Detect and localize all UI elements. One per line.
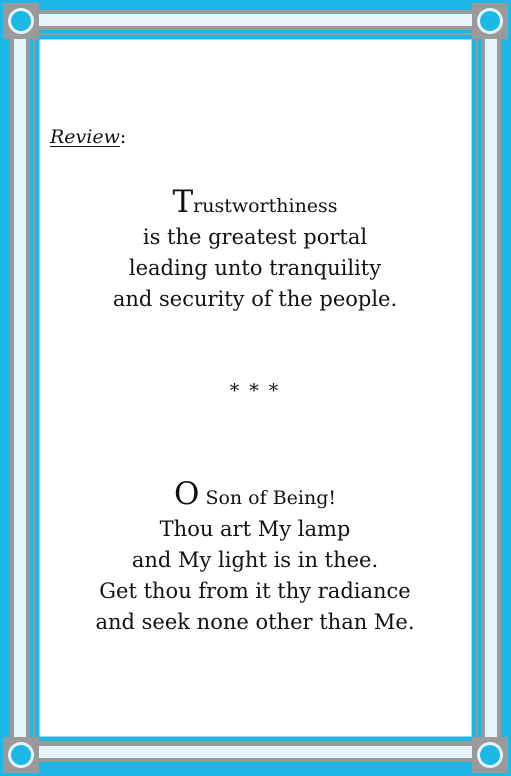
- quote-line: Thou art My lamp: [159, 517, 351, 541]
- drop-cap: T: [172, 184, 194, 220]
- quote-line: leading unto tranquility: [128, 256, 382, 280]
- page-content: [40, 40, 470, 734]
- quote-trustworthiness: [40, 184, 470, 315]
- review-heading: [50, 126, 126, 148]
- corner-bottom-right: [472, 737, 508, 773]
- corner-top-right: [472, 3, 508, 39]
- drop-cap: O: [173, 476, 200, 512]
- quote-line: and security of the people.: [112, 287, 398, 311]
- review-label: Review: [50, 126, 120, 148]
- section-divider: * * *: [229, 380, 281, 402]
- quote-first-line: [40, 184, 470, 222]
- corner-bottom-left: [3, 737, 39, 773]
- quote-line: is the greatest portal: [142, 225, 368, 249]
- first-line-rest: rustworthiness: [193, 195, 338, 217]
- quote-son-of-being: [40, 476, 470, 638]
- quote-line: and My light is in thee.: [131, 548, 379, 572]
- first-line-rest: Son of Being!: [199, 487, 337, 509]
- quote-line: and seek none other than Me.: [95, 610, 415, 634]
- review-colon: :: [119, 126, 127, 148]
- corner-top-left: [3, 3, 39, 39]
- quote-first-line: [40, 476, 470, 514]
- quote-line: Get thou from it thy radiance: [99, 579, 411, 603]
